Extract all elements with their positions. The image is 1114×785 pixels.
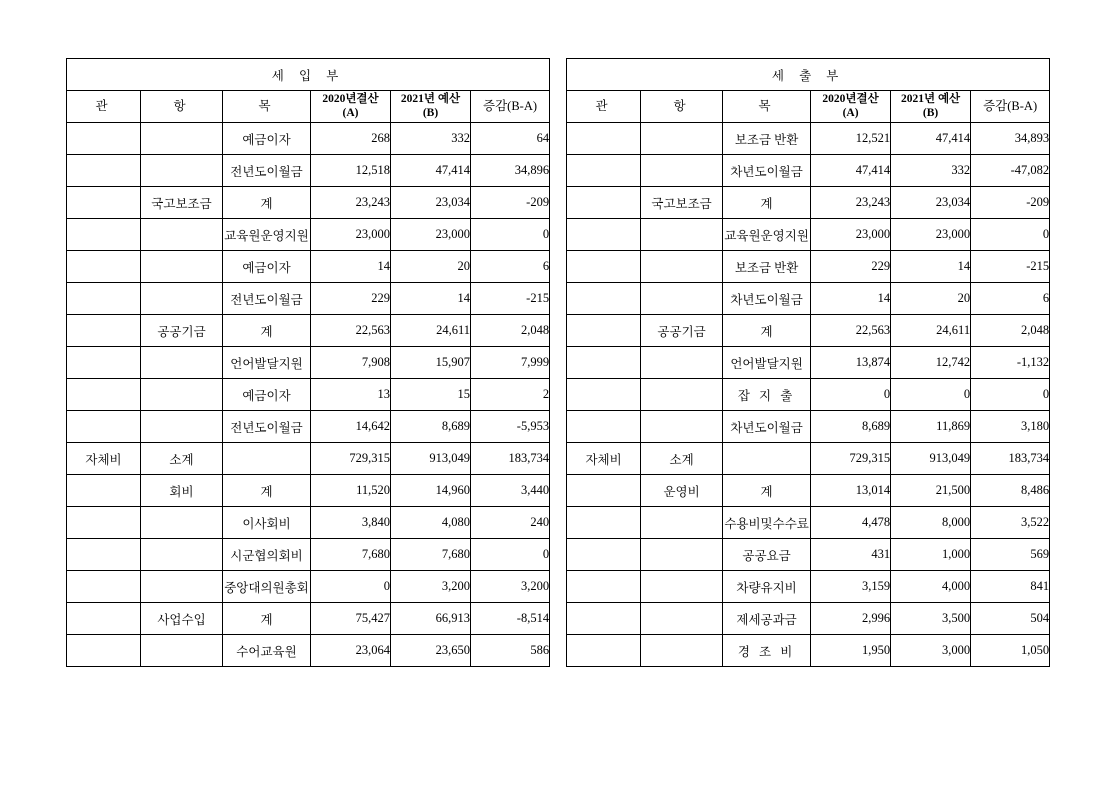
cell-mok: 보조금 반환 — [723, 251, 811, 283]
cell-b: 3,500 — [891, 603, 971, 635]
cell-gwan — [567, 539, 641, 571]
cell-gwan — [67, 635, 141, 667]
cell-a: 3,159 — [811, 571, 891, 603]
cell-mok: 계 — [723, 187, 811, 219]
cell-a: 0 — [811, 379, 891, 411]
expenditure-header-row — [567, 91, 1050, 123]
cell-hang — [641, 379, 723, 411]
cell-hang — [641, 347, 723, 379]
cell-diff: 6 — [971, 283, 1050, 315]
col-header-gwan: 관 — [567, 91, 641, 123]
cell-b: 47,414 — [391, 155, 471, 187]
cell-hang — [141, 219, 223, 251]
cell-gwan — [567, 603, 641, 635]
cell-gwan — [67, 155, 141, 187]
cell-a: 229 — [311, 283, 391, 315]
cell-mok: 계 — [723, 475, 811, 507]
cell-diff: 0 — [971, 219, 1050, 251]
cell-b: 23,000 — [891, 219, 971, 251]
cell-a: 12,518 — [311, 155, 391, 187]
cell-diff: 240 — [471, 507, 550, 539]
col-header-2020-line1: 2020년결산 — [822, 92, 879, 105]
table-row — [67, 315, 550, 347]
cell-a: 431 — [811, 539, 891, 571]
cell-a: 14,642 — [311, 411, 391, 443]
cell-hang — [141, 539, 223, 571]
cell-a: 23,064 — [311, 635, 391, 667]
cell-mok: 이사회비 — [223, 507, 311, 539]
table-row — [567, 219, 1050, 251]
cell-a: 7,908 — [311, 347, 391, 379]
cell-b: 24,611 — [391, 315, 471, 347]
table-row — [67, 283, 550, 315]
cell-gwan: 자체비 — [67, 443, 141, 475]
cell-gwan — [567, 219, 641, 251]
cell-b: 4,080 — [391, 507, 471, 539]
col-header-2021-line2: (B) — [422, 106, 439, 119]
table-row — [67, 155, 550, 187]
cell-mok: 예금이자 — [223, 379, 311, 411]
cell-gwan — [67, 379, 141, 411]
cell-a: 3,840 — [311, 507, 391, 539]
cell-diff: 2 — [471, 379, 550, 411]
cell-a: 23,243 — [811, 187, 891, 219]
cell-b: 0 — [891, 379, 971, 411]
cell-b: 8,000 — [891, 507, 971, 539]
cell-gwan — [567, 507, 641, 539]
cell-a: 268 — [311, 123, 391, 155]
table-row — [67, 635, 550, 667]
cell-mok: 계 — [223, 603, 311, 635]
cell-hang — [141, 347, 223, 379]
budget-sheet — [66, 58, 1048, 667]
cell-a: 13 — [311, 379, 391, 411]
revenue-title-row — [67, 59, 550, 91]
col-header-mok: 목 — [723, 91, 811, 123]
cell-hang — [641, 635, 723, 667]
cell-mok: 교육원운영지원 — [723, 219, 811, 251]
cell-b: 15 — [391, 379, 471, 411]
cell-gwan — [67, 603, 141, 635]
cell-diff: 0 — [471, 539, 550, 571]
col-header-2021 — [391, 91, 471, 123]
cell-hang: 소계 — [141, 443, 223, 475]
col-header-2020-line1: 2020년결산 — [322, 92, 379, 105]
cell-a: 12,521 — [811, 123, 891, 155]
cell-hang — [641, 123, 723, 155]
cell-gwan — [67, 315, 141, 347]
cell-gwan — [567, 315, 641, 347]
cell-mok: 제세공과금 — [723, 603, 811, 635]
cell-mok: 중앙대의원총회 — [223, 571, 311, 603]
cell-diff: 3,180 — [971, 411, 1050, 443]
cell-b: 3,200 — [391, 571, 471, 603]
cell-mok: 계 — [723, 315, 811, 347]
cell-a: 23,243 — [311, 187, 391, 219]
cell-hang — [641, 155, 723, 187]
cell-hang — [641, 411, 723, 443]
cell-b: 21,500 — [891, 475, 971, 507]
cell-gwan — [567, 571, 641, 603]
cell-mok: 차년도이월금 — [723, 155, 811, 187]
cell-hang — [641, 603, 723, 635]
cell-gwan — [67, 571, 141, 603]
table-row — [67, 219, 550, 251]
table-row — [567, 539, 1050, 571]
cell-diff: 0 — [471, 219, 550, 251]
cell-hang — [141, 155, 223, 187]
cell-gwan — [567, 251, 641, 283]
table-row — [567, 347, 1050, 379]
cell-mok: 수용비및수수료 — [723, 507, 811, 539]
table-row — [67, 507, 550, 539]
col-header-diff: 증감(B-A) — [471, 91, 550, 123]
cell-a: 23,000 — [311, 219, 391, 251]
cell-gwan — [567, 635, 641, 667]
cell-diff: -215 — [971, 251, 1050, 283]
cell-mok: 경 조 비 — [723, 635, 811, 667]
cell-b: 12,742 — [891, 347, 971, 379]
revenue-title: 세 입 부 — [67, 59, 550, 91]
cell-diff: 1,050 — [971, 635, 1050, 667]
cell-hang — [141, 571, 223, 603]
cell-b: 8,689 — [391, 411, 471, 443]
cell-b: 332 — [891, 155, 971, 187]
cell-a: 23,000 — [811, 219, 891, 251]
cell-diff: 64 — [471, 123, 550, 155]
cell-a: 2,996 — [811, 603, 891, 635]
cell-gwan — [67, 475, 141, 507]
cell-gwan: 자체비 — [567, 443, 641, 475]
cell-mok — [723, 443, 811, 475]
cell-b: 23,034 — [891, 187, 971, 219]
table-row — [567, 603, 1050, 635]
col-header-hang: 항 — [141, 91, 223, 123]
table-row — [567, 635, 1050, 667]
cell-b: 20 — [391, 251, 471, 283]
cell-a: 0 — [311, 571, 391, 603]
cell-gwan — [567, 411, 641, 443]
cell-mok: 수어교육원 — [223, 635, 311, 667]
cell-hang — [641, 571, 723, 603]
cell-diff: -47,082 — [971, 155, 1050, 187]
table-row — [567, 315, 1050, 347]
table-row — [67, 251, 550, 283]
cell-hang — [141, 411, 223, 443]
table-row — [567, 507, 1050, 539]
cell-b: 47,414 — [891, 123, 971, 155]
cell-diff: -5,953 — [471, 411, 550, 443]
cell-gwan — [67, 539, 141, 571]
table-row — [567, 379, 1050, 411]
cell-diff: 504 — [971, 603, 1050, 635]
table-row — [67, 411, 550, 443]
col-header-hang: 항 — [641, 91, 723, 123]
cell-b: 23,000 — [391, 219, 471, 251]
table-row — [67, 603, 550, 635]
cell-diff: 183,734 — [971, 443, 1050, 475]
cell-b: 1,000 — [891, 539, 971, 571]
cell-mok: 차년도이월금 — [723, 283, 811, 315]
cell-mok: 공공요금 — [723, 539, 811, 571]
cell-mok: 계 — [223, 475, 311, 507]
cell-b: 3,000 — [891, 635, 971, 667]
col-header-2021-line1: 2021년 예산 — [900, 92, 961, 105]
cell-gwan — [67, 251, 141, 283]
cell-a: 22,563 — [311, 315, 391, 347]
cell-mok: 차량유지비 — [723, 571, 811, 603]
cell-hang — [641, 283, 723, 315]
cell-a: 8,689 — [811, 411, 891, 443]
table-row — [67, 347, 550, 379]
col-header-2020-line2: (A) — [842, 106, 859, 119]
revenue-table — [66, 58, 550, 667]
cell-hang: 국고보조금 — [641, 187, 723, 219]
cell-b: 4,000 — [891, 571, 971, 603]
cell-hang: 소계 — [641, 443, 723, 475]
cell-diff: 586 — [471, 635, 550, 667]
cell-diff: 8,486 — [971, 475, 1050, 507]
cell-diff: -209 — [471, 187, 550, 219]
table-row — [567, 187, 1050, 219]
cell-mok: 언어발달지원 — [723, 347, 811, 379]
cell-b: 20 — [891, 283, 971, 315]
cell-b: 913,049 — [891, 443, 971, 475]
cell-diff: 34,893 — [971, 123, 1050, 155]
cell-a: 13,014 — [811, 475, 891, 507]
col-header-2020 — [811, 91, 891, 123]
cell-diff: 841 — [971, 571, 1050, 603]
cell-a: 14 — [811, 283, 891, 315]
table-row — [567, 283, 1050, 315]
table-row — [67, 571, 550, 603]
cell-diff: 0 — [971, 379, 1050, 411]
cell-gwan — [67, 283, 141, 315]
cell-diff: 7,999 — [471, 347, 550, 379]
table-row — [567, 251, 1050, 283]
cell-mok — [223, 443, 311, 475]
table-row — [567, 475, 1050, 507]
cell-a: 729,315 — [811, 443, 891, 475]
cell-a: 1,950 — [811, 635, 891, 667]
cell-gwan — [567, 283, 641, 315]
cell-a: 14 — [311, 251, 391, 283]
cell-gwan — [567, 475, 641, 507]
cell-hang — [141, 123, 223, 155]
cell-b: 24,611 — [891, 315, 971, 347]
cell-hang — [641, 251, 723, 283]
cell-a: 729,315 — [311, 443, 391, 475]
cell-b: 14 — [391, 283, 471, 315]
cell-b: 23,650 — [391, 635, 471, 667]
cell-gwan — [567, 347, 641, 379]
col-header-2021-line2: (B) — [922, 106, 939, 119]
table-row — [567, 123, 1050, 155]
cell-hang — [141, 507, 223, 539]
cell-mok: 전년도이월금 — [223, 155, 311, 187]
table-row — [67, 539, 550, 571]
cell-hang — [141, 251, 223, 283]
cell-b: 66,913 — [391, 603, 471, 635]
cell-mok: 잡 지 출 — [723, 379, 811, 411]
cell-b: 15,907 — [391, 347, 471, 379]
col-header-2021 — [891, 91, 971, 123]
cell-mok: 교육원운영지원 — [223, 219, 311, 251]
table-row — [67, 123, 550, 155]
cell-b: 7,680 — [391, 539, 471, 571]
cell-gwan — [567, 379, 641, 411]
cell-b: 14 — [891, 251, 971, 283]
cell-mok: 전년도이월금 — [223, 411, 311, 443]
cell-a: 229 — [811, 251, 891, 283]
cell-diff: 569 — [971, 539, 1050, 571]
cell-mok: 보조금 반환 — [723, 123, 811, 155]
cell-diff: -215 — [471, 283, 550, 315]
cell-mok: 계 — [223, 315, 311, 347]
cell-hang: 운영비 — [641, 475, 723, 507]
cell-diff: 2,048 — [971, 315, 1050, 347]
cell-gwan — [67, 411, 141, 443]
cell-diff: -209 — [971, 187, 1050, 219]
cell-a: 22,563 — [811, 315, 891, 347]
cell-a: 47,414 — [811, 155, 891, 187]
cell-hang: 공공기금 — [641, 315, 723, 347]
revenue-header-row — [67, 91, 550, 123]
cell-diff: 3,522 — [971, 507, 1050, 539]
cell-gwan — [67, 347, 141, 379]
table-row — [567, 443, 1050, 475]
cell-b: 11,869 — [891, 411, 971, 443]
table-row — [567, 571, 1050, 603]
expenditure-title-row — [567, 59, 1050, 91]
cell-mok: 차년도이월금 — [723, 411, 811, 443]
cell-hang: 공공기금 — [141, 315, 223, 347]
cell-hang — [141, 379, 223, 411]
cell-hang — [641, 219, 723, 251]
expenditure-title: 세 출 부 — [567, 59, 1050, 91]
cell-gwan — [67, 123, 141, 155]
table-row — [67, 379, 550, 411]
col-header-2020-line2: (A) — [342, 106, 359, 119]
cell-a: 7,680 — [311, 539, 391, 571]
cell-gwan — [567, 155, 641, 187]
cell-hang: 사업수입 — [141, 603, 223, 635]
cell-gwan — [567, 123, 641, 155]
cell-mok: 예금이자 — [223, 251, 311, 283]
cell-diff: 183,734 — [471, 443, 550, 475]
col-header-gwan: 관 — [67, 91, 141, 123]
table-row — [67, 187, 550, 219]
cell-b: 23,034 — [391, 187, 471, 219]
cell-diff: 2,048 — [471, 315, 550, 347]
cell-hang — [141, 283, 223, 315]
cell-hang — [641, 539, 723, 571]
cell-diff: -1,132 — [971, 347, 1050, 379]
cell-mok: 시군협의회비 — [223, 539, 311, 571]
cell-mok: 예금이자 — [223, 123, 311, 155]
cell-gwan — [567, 187, 641, 219]
cell-a: 75,427 — [311, 603, 391, 635]
cell-mok: 전년도이월금 — [223, 283, 311, 315]
cell-gwan — [67, 219, 141, 251]
cell-a: 4,478 — [811, 507, 891, 539]
col-header-diff: 증감(B-A) — [971, 91, 1050, 123]
cell-diff: 6 — [471, 251, 550, 283]
cell-b: 913,049 — [391, 443, 471, 475]
table-row — [67, 443, 550, 475]
cell-mok: 계 — [223, 187, 311, 219]
table-row — [567, 155, 1050, 187]
cell-hang — [141, 635, 223, 667]
cell-diff: 3,440 — [471, 475, 550, 507]
cell-gwan — [67, 507, 141, 539]
cell-diff: 3,200 — [471, 571, 550, 603]
cell-hang — [641, 507, 723, 539]
cell-a: 13,874 — [811, 347, 891, 379]
cell-a: 11,520 — [311, 475, 391, 507]
table-row — [567, 411, 1050, 443]
cell-gwan — [67, 187, 141, 219]
col-header-2020 — [311, 91, 391, 123]
expenditure-table — [566, 58, 1050, 667]
cell-mok: 언어발달지원 — [223, 347, 311, 379]
cell-hang: 회비 — [141, 475, 223, 507]
table-row — [67, 475, 550, 507]
col-header-2021-line1: 2021년 예산 — [400, 92, 461, 105]
col-header-mok: 목 — [223, 91, 311, 123]
cell-diff: -8,514 — [471, 603, 550, 635]
cell-hang: 국고보조금 — [141, 187, 223, 219]
cell-b: 332 — [391, 123, 471, 155]
cell-b: 14,960 — [391, 475, 471, 507]
cell-diff: 34,896 — [471, 155, 550, 187]
